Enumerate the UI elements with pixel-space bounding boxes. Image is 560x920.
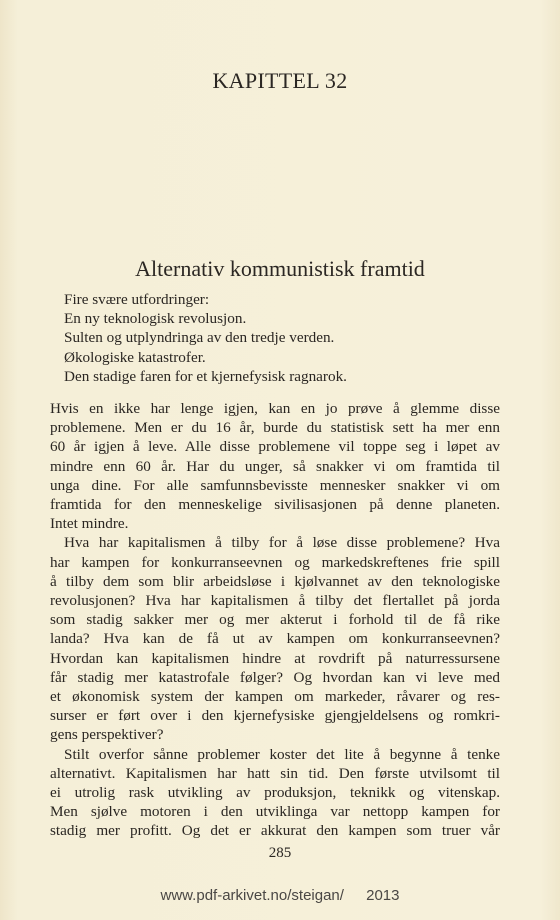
text-line: et økonomisk system der kampen om markeder, råvarer og res- <box>50 688 500 706</box>
text-line: gens perspektiver? <box>50 726 164 744</box>
text-line: unga dine. For alle samfunnsbevisste mennesker snakker vi om <box>50 476 500 494</box>
footer-url: www.pdf-arkivet.no/steigan/ <box>160 887 344 904</box>
paragraph-1 <box>50 399 500 533</box>
page-number: 285 <box>268 845 292 861</box>
text-line: Hva har kapitalismen å tilby for å løse disse problemene? Hva <box>64 534 500 552</box>
text-line: ei utrolig rask utvikling av produksjon, teknikk og vitenskap. <box>50 784 500 802</box>
text-line: 60 år igjen å leve. Alle disse problemene vil toppe seg i løpet av <box>50 438 500 456</box>
text-line: surser er ført over i den kjernefysiske gjengjeldelsens og romkri- <box>50 707 500 725</box>
text-line: problemene. Men er du 16 år, burde du statistisk sett ha mer enn <box>50 419 500 437</box>
list-line: Økologiske katastrofer. <box>64 348 206 366</box>
text-line: Intet mindre. <box>50 515 129 533</box>
challenge-list <box>50 290 500 386</box>
text-line: som stadig sakker mer og mer akterut i forhold til de få rike <box>50 611 500 629</box>
section-title: Alternativ kommunistisk framtid <box>135 256 425 281</box>
text-line: framtida for den menneskelige sivilisasjonen på denne planeten. <box>50 496 500 514</box>
text-line: Stilt overfor sånne problemer koster det lite å begynne å tenke <box>64 745 500 763</box>
text-line: å tilby dem som blir arbeidsløse i kjølvannet av den teknologiske <box>50 572 500 590</box>
text-line: alternativt. Kapitalismen har hatt sin tid. Den første utvilsomt til <box>50 764 500 782</box>
chapter-heading: KAPITTEL 32 <box>212 68 348 93</box>
text-line: stadig mer profitt. Og det er akkurat den kampen som truer vår <box>50 822 500 840</box>
text-line: Hvis en ikke har lenge igjen, kan en jo prøve å glemme disse <box>50 400 500 418</box>
list-line: Fire svære utfordringer: <box>64 291 210 308</box>
source-footer <box>0 887 560 904</box>
text-line: mindre enn 60 år. Har du unger, så snakker vi om framtida til <box>50 457 500 475</box>
paragraph-2 <box>50 533 500 744</box>
list-line: Sulten og utplyndringa av den tredje verden. <box>64 329 335 347</box>
text-line: har kampen for konkurranseevnen og markedskreftenes frie spill <box>50 553 500 571</box>
list-line: En ny teknologisk revolusjon. <box>64 310 247 328</box>
body-text <box>50 290 500 841</box>
list-line: Den stadige faren for et kjernefysisk ragnarok. <box>64 367 347 385</box>
text-line: Men sjølve motoren i den utviklinga var nettopp kampen for <box>50 803 500 821</box>
text-line: revolusjonen? Hva har kapitalismen å tilby det flertallet på jorda <box>50 592 500 610</box>
footer-year: 2013 <box>366 887 400 904</box>
paragraph-3 <box>50 745 500 841</box>
text-line: Hvordan kan kapitalismen hindre at rovdrift på naturressursene <box>50 649 500 667</box>
text-line: landa? Hva kan de få ut av kampen om konkurranseevnen? <box>50 630 500 648</box>
text-line: får stadig mer katastrofale følger? Og hvordan kan vi leve med <box>50 668 500 686</box>
